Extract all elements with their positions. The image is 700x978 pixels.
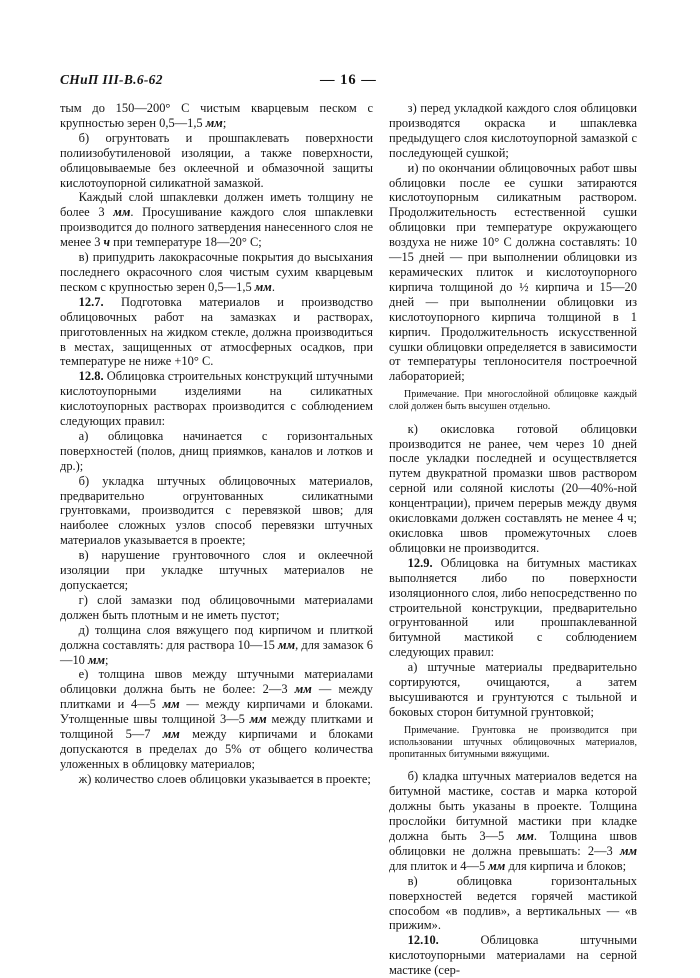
list-item: а) облицовка начинается с горизонтальных поверхностей (полов, днищ приямков, каналов и лотков и др.); bbox=[60, 428, 373, 473]
paragraph: Каждый слой шпаклевки должен иметь толщину не более 3 мм. Просушивание каждого слоя шпаклевки производится до полного затвердения нанесенного слоя не менее 3 ч при температуре 18—20° С; bbox=[60, 190, 373, 250]
list-item: ж) количество слоев облицовки указывается в проекте; bbox=[78, 771, 371, 786]
note: Примечание. При многослойной облицовке каждый слой должен быть высушен отдельно. bbox=[389, 389, 637, 413]
section-12-9: 12.9. Облицовка на битумных мастиках выполняется либо по поверхности изоляционного слоя, либо непосредственно по строительной конструкции, предварительно огрунтованной или прошпаклеванной битумной мастикой с соблюдением следующих правил: bbox=[389, 555, 637, 660]
list-item: б) укладка штучных облицовочных материалов, предварительно огрунтованных силикатными грунтовками, производится с перевязкой швов; для наиболее сложных узлов способ перевязки штучных материалов указывается в проекте; bbox=[60, 473, 373, 548]
list-item: е) толщина швов между штучными материалами облицовки должна быть не более: 2—3 мм — между плитками и 4—5 мм — между кирпичами и блоками. Утолщенные швы толщиной 3—5 мм между плитками и толщиной 5—7 мм между кирпичами и блоками допускаются в пределах до 5% от общего количества уложенных в облицовку материалов; bbox=[60, 667, 374, 771]
list-item: д) толщина слоя вяжущего под кирпичом и плиткой должна составлять: для раствора 10—15 мм, для замазок 6—10 мм; bbox=[60, 622, 373, 667]
paragraph: тым до 150—200° С чистым кварцевым песком с крупностью зерен 0,5—1,5 мм; bbox=[60, 101, 373, 130]
paragraph: в) припудрить лакокрасочные покрытия до высыхания последнего окрасочного слоя чистым сухим кварцевым песком с крупностью зерен 0,5—1,5 мм. bbox=[60, 250, 373, 294]
document-code: СНиП III-В.6-62 bbox=[60, 72, 163, 87]
page-number: — 16 — bbox=[320, 72, 377, 88]
list-item: а) штучные материалы предварительно сортируются, очищаются, а затем высушиваются и грунтуются с тыльной и боковых сторон битумной грунтовкой; bbox=[389, 660, 637, 719]
list-item: б) кладка штучных материалов ведется на битумной мастике, состав и марка которой должны быть указаны в проекте. Толщина прослойки битумной мастики при кладке должна быть 3—5 мм. Толщина швов облицовки не должна превышать: 2—3 мм для плиток и 4—5 мм для кирпича и блоков; bbox=[389, 769, 637, 873]
list-item: г) слой замазки под облицовочными материалами должен быть плотным и не иметь пустот; bbox=[60, 592, 373, 622]
list-item: в) нарушение грунтовочного слоя и оклеечной изоляции при укладке штучных материалов не допускается; bbox=[60, 548, 373, 592]
list-item: в) облицовка горизонтальных поверхностей ведется горячей мастикой способом «в подлив», а вертикальных — «в прижим». bbox=[389, 873, 637, 933]
section-12-8: 12.8. Облицовка строительных конструкций штучными кислотоупорными изделиями на силикатных кислотоупорных растворах производится с соблюдением следующих правил: bbox=[60, 369, 373, 429]
section-12-7: 12.7. Подготовка материалов и производство облицовочных работ на замазках и растворах, приготовленных на жидком стекле, должна производиться в местах, защищенных от атмосферных осадков, при температуре не ниже +10° С. bbox=[60, 294, 373, 369]
paragraph: б) огрунтовать и прошпаклевать поверхности полиизобутиленовой изоляции, а также поверхности, облицовываемые без оклеечной и обмазочной защиты кислотоупорной силикатной замазкой. bbox=[60, 130, 373, 190]
list-item: к) окисловка готовой облицовки производится не ранее, чем через 10 дней после укладки последней и осуществляется путем двукратной промазки швов раствором серной или соляной кислоты (20—40%-ной концентрации), причем перерыв между двумя окисловками должен составлять не менее 4 ч; окисловка швов промежуточных слоев облицовки не производится. bbox=[389, 421, 637, 555]
left-column bbox=[60, 101, 373, 787]
right-column bbox=[389, 101, 637, 978]
list-item: и) по окончании облицовочных работ швы облицовки после ее сушки затираются кислотоупорным силикатным раствором. Продолжительность естественной сушки облицовки при температуре окружающего воздуха не ниже 10° С должна составлять: 10—15 дней — при выполнении облицовки из керамических плиток и кислотоупорного кирпича толщиной до ½ кирпича и 15—20 дней — при выполнении облицовки из кислотоупорного кирпича толщиной в 1 кирпич. Продолжительность искусственной сушки облицовки определяется в зависимости от температуры теплоносителя построечной лабораторией; bbox=[389, 160, 637, 384]
note: Примечание. Грунтовка не производится при использовании штучных облицовочных материалов, пропитанных битумными вяжущими. bbox=[389, 724, 637, 761]
list-item: з) перед укладкой каждого слоя облицовки производятся окраска и шпаклевка предыдущего слоя кислотоупорной замазкой с последующей сушкой; bbox=[389, 101, 637, 160]
section-12-10: 12.10. Облицовка штучными кислотоупорными материалами на серной мастике (сер- bbox=[389, 933, 637, 978]
